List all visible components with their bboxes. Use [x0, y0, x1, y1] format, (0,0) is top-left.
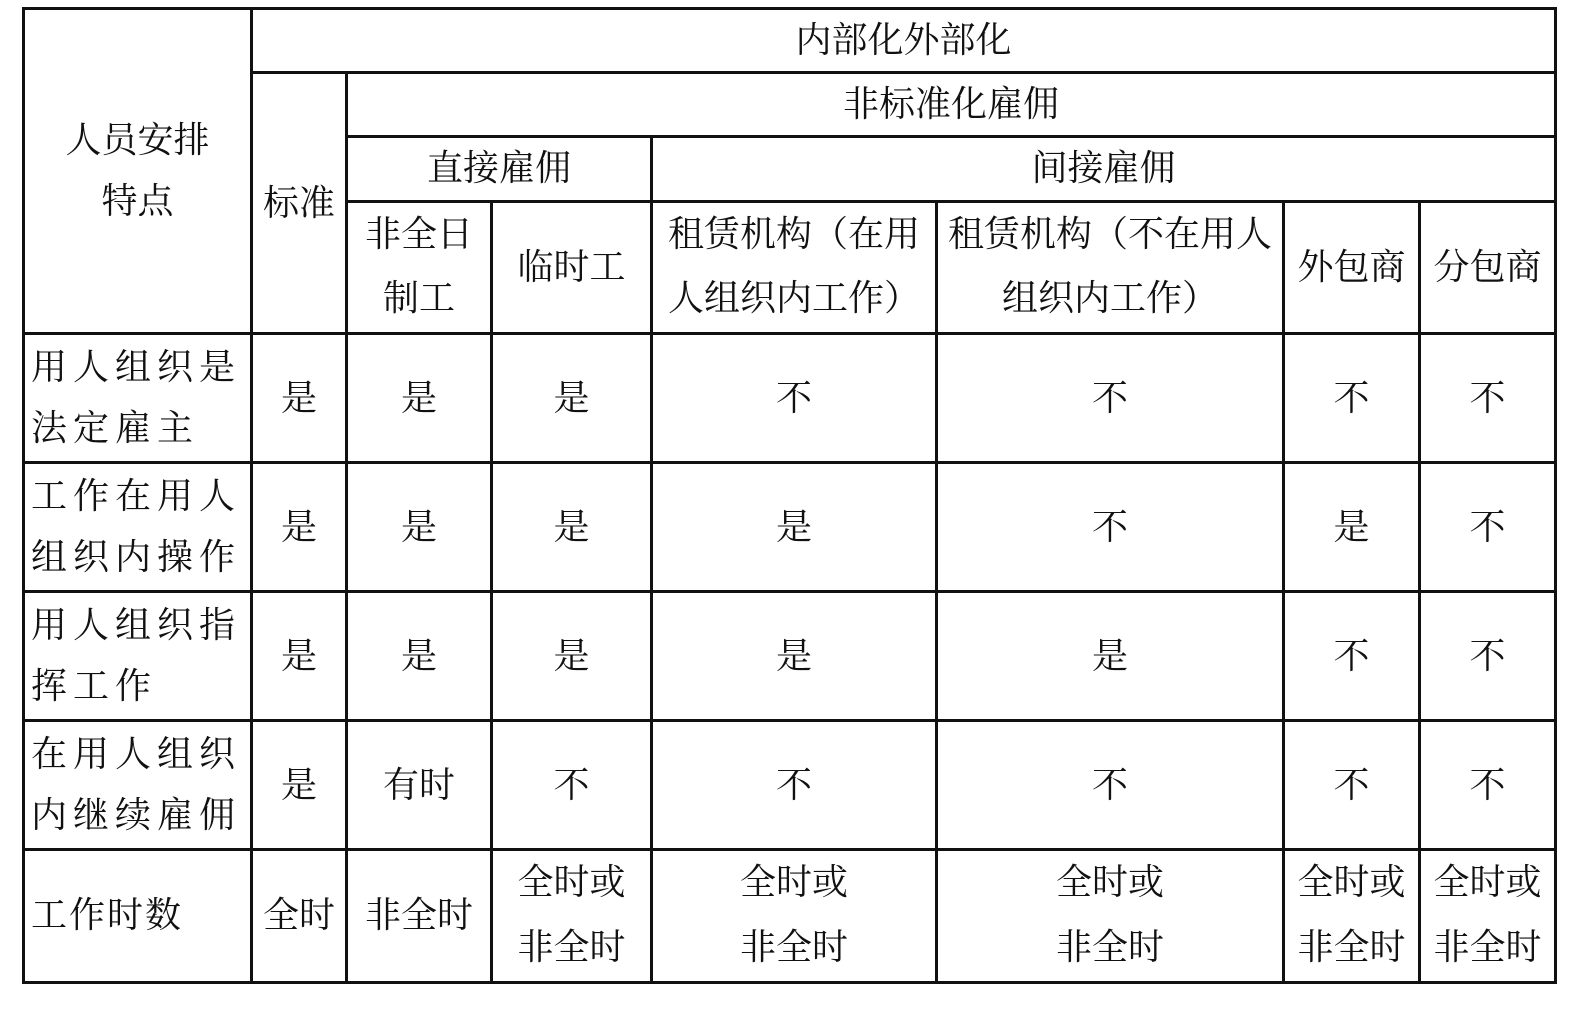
row-label — [24, 721, 252, 850]
column-header-line: 制工 — [382, 278, 455, 320]
column-header-line: 组织内工作） — [1001, 278, 1218, 320]
indirect-employment-header: 间接雇佣 — [652, 137, 1556, 201]
row-label-line: 工作在用人 — [31, 475, 242, 517]
table-cell — [1284, 850, 1420, 983]
table-row — [24, 592, 1556, 721]
table-cell: 是 — [347, 463, 492, 592]
table-cell: 是 — [492, 334, 652, 463]
row-label-line: 法定雇主 — [31, 408, 200, 450]
standard-header: 标准 — [252, 73, 347, 334]
column-header-line: 租赁机构（不在用人 — [947, 213, 1272, 255]
table-cell: 不 — [652, 721, 937, 850]
table-cell: 有时 — [347, 721, 492, 850]
column-header: 临时工 — [492, 201, 652, 334]
row-label-header-line: 特点 — [101, 181, 174, 223]
table-row — [24, 721, 1556, 850]
column-header-line: 非全日 — [364, 213, 473, 255]
table-row — [24, 334, 1556, 463]
table-cell: 不 — [1420, 334, 1556, 463]
row-label-line: 用人组织指 — [31, 604, 242, 646]
row-label — [24, 463, 252, 592]
column-header — [937, 201, 1284, 334]
column-header: 外包商 — [1284, 201, 1420, 334]
column-header: 分包商 — [1420, 201, 1556, 334]
column-header-line: 租赁机构（在用 — [667, 213, 920, 255]
table-row — [24, 463, 1556, 592]
row-label-header — [24, 9, 252, 334]
table-cell: 是 — [652, 463, 937, 592]
table-cell-line: 全时或 — [739, 862, 848, 904]
table-cell — [652, 850, 937, 983]
column-header — [347, 201, 492, 334]
table-cell: 不 — [1284, 334, 1420, 463]
table-cell: 不 — [1284, 592, 1420, 721]
nonstandard-header: 非标准化雇佣 — [347, 73, 1556, 137]
table-cell: 不 — [652, 334, 937, 463]
row-label-line: 用人组织是 — [31, 346, 242, 388]
table-cell-line: 全时或 — [1433, 862, 1542, 904]
table-cell: 全时 — [252, 850, 347, 983]
table-cell: 不 — [1420, 592, 1556, 721]
table-cell: 不 — [937, 721, 1284, 850]
table-cell: 是 — [347, 592, 492, 721]
table-cell-line: 全时或 — [517, 862, 626, 904]
row-label — [24, 334, 252, 463]
table-row — [24, 850, 1556, 983]
employment-comparison-table — [22, 7, 1557, 984]
table-cell: 不 — [937, 334, 1284, 463]
table-cell: 非全时 — [347, 850, 492, 983]
row-label-line: 内继续雇佣 — [31, 795, 242, 837]
row-label-line: 挥工作 — [31, 666, 158, 708]
table-cell-line: 非全时 — [739, 926, 848, 968]
table-cell: 不 — [1420, 721, 1556, 850]
table-cell-line: 非全时 — [1297, 926, 1406, 968]
table-cell: 不 — [937, 463, 1284, 592]
table-cell: 是 — [252, 721, 347, 850]
table-cell-line: 非全时 — [1055, 926, 1164, 968]
table-cell: 是 — [252, 463, 347, 592]
table-cell-line: 全时或 — [1055, 862, 1164, 904]
table-cell: 是 — [347, 334, 492, 463]
table-cell: 不 — [1284, 721, 1420, 850]
table-cell-line: 非全时 — [517, 926, 626, 968]
table-cell: 是 — [652, 592, 937, 721]
table-cell-line: 非全时 — [1433, 926, 1542, 968]
row-label-header-line: 人员安排 — [65, 119, 210, 161]
table-cell-line: 全时或 — [1297, 862, 1406, 904]
table-cell: 是 — [1284, 463, 1420, 592]
row-label-line: 组织内操作 — [31, 537, 242, 579]
table-cell: 是 — [492, 592, 652, 721]
row-label-line: 在用人组织 — [31, 733, 242, 775]
table-cell: 是 — [937, 592, 1284, 721]
row-label — [24, 592, 252, 721]
column-header-line: 人组织内工作） — [667, 278, 920, 320]
column-header — [652, 201, 937, 334]
table-cell: 是 — [252, 334, 347, 463]
table-cell: 是 — [252, 592, 347, 721]
table-cell — [937, 850, 1284, 983]
table-cell: 不 — [1420, 463, 1556, 592]
table-cell — [1420, 850, 1556, 983]
table-cell — [492, 850, 652, 983]
table-cell: 是 — [492, 463, 652, 592]
table-cell: 不 — [492, 721, 652, 850]
row-label: 工作时数 — [24, 850, 252, 983]
direct-employment-header: 直接雇佣 — [347, 137, 652, 201]
top-header: 内部化外部化 — [252, 9, 1556, 73]
